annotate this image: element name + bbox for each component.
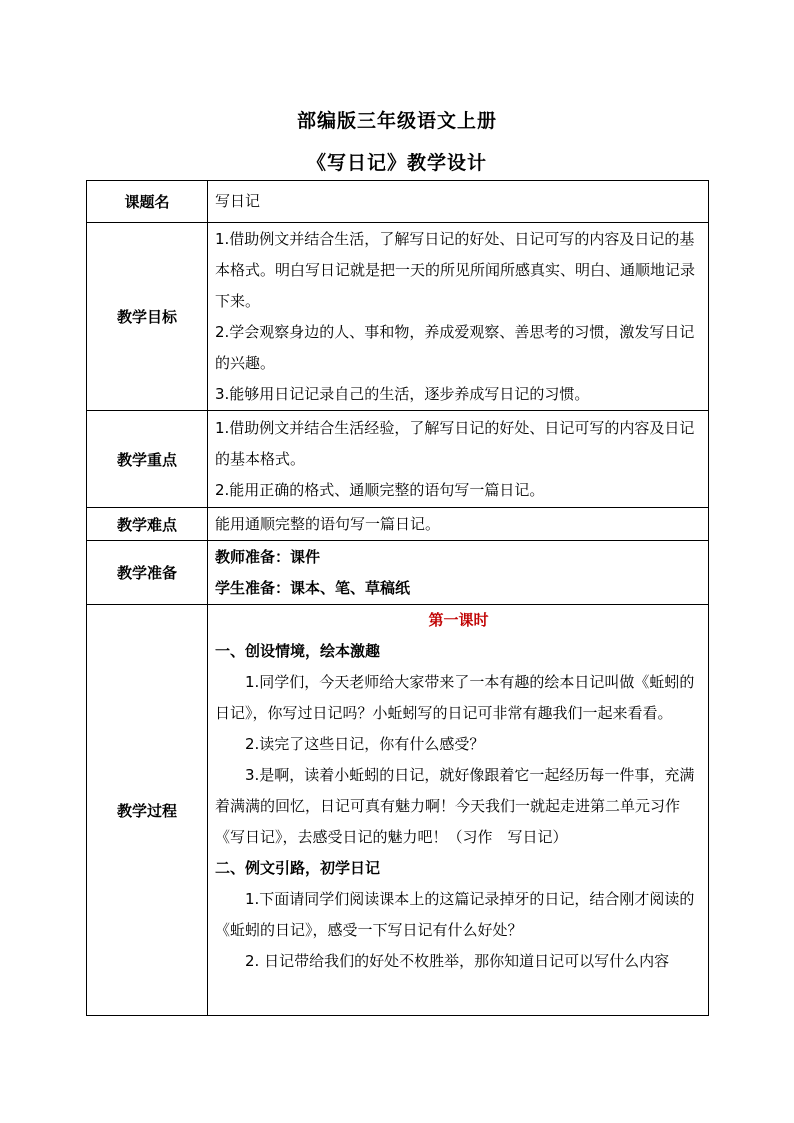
document-title: 部编版三年级语文上册 [296,110,497,132]
label-difficulties: 教学难点 [87,508,208,541]
label-key-points: 教学重点 [87,411,208,508]
key-point-item: 1.借助例文并结合生活经验，了解写日记的好处、日记可写的内容及日记的基本格式。 [215,418,695,468]
label-process: 教学过程 [87,605,208,1016]
row-objectives [87,223,709,411]
value-difficulties [208,508,709,541]
objective-item: 2.学会观察身边的人、事和物，养成爱观察、善思考的习惯，激发写日记的兴趣。 [215,322,695,372]
lesson-plan-table [86,180,709,1016]
teacher-preparation: 教师准备：课件 [215,547,321,566]
objective-item: 1.借助例文并结合生活，了解写日记的好处、日记可写的内容及日记的基本格式。明白写日记就是把一天的所见所闻所感真实、明白、通顺地记录下来。 [215,229,696,310]
value-topic [208,181,709,223]
process-item: 2. 日记带给我们的好处不枚胜举，那你知道日记可以写什么内容 [245,952,670,970]
row-topic [87,181,709,223]
value-key-points [208,411,709,508]
section-heading: 二、例文引路，初学日记 [215,859,381,877]
process-item: 1.同学们，今天老师给大家带来了一本有趣的绘本日记叫做《蚯蚓的日记》，你写过日记吗？小蚯蚓写的日记可非常有趣我们一起来看看。 [215,673,695,722]
row-key-points [87,411,709,508]
value-process [208,605,709,1016]
value-preparation [208,541,709,605]
topic-value: 写日记 [215,192,261,210]
process-item: 1.下面请同学们阅读课本上的这篇记录掉牙的日记，结合刚才阅读的《蚯蚓的日记》，感受一下写日记有什么好处？ [215,890,695,939]
process-item: 3.是啊，读着小蚯蚓的日记，就好像跟着它一起经历每一件事，充满着满满的回忆，日记可真有魅力啊！今天我们一就起走进第二单元习作《写日记》，去感受日记的魅力吧！（习作 写日记） [215,766,695,846]
objective-item: 3.能够用日记记录自己的生活，逐步养成写日记的习惯。 [215,384,590,403]
process-content [215,605,702,1015]
row-process [87,605,709,1016]
row-difficulties [87,508,709,541]
section-heading: 一、创设情境，绘本激趣 [215,642,381,660]
label-objectives: 教学目标 [87,223,208,411]
lesson-title: 第一课时 [428,611,489,629]
label-topic: 课题名 [87,181,208,223]
difficulty-text: 能用通顺完整的语句写一篇日记。 [215,514,441,533]
key-point-item: 2.能用正确的格式、通顺完整的语句写一篇日记。 [215,480,545,499]
label-preparation: 教学准备 [87,541,208,605]
document-subtitle: 《写日记》教学设计 [306,152,487,174]
process-item: 2.读完了这些日记，你有什么感受？ [245,735,485,753]
row-preparation [87,541,709,605]
student-preparation: 学生准备：课本、笔、草稿纸 [215,578,411,597]
value-objectives [208,223,709,411]
